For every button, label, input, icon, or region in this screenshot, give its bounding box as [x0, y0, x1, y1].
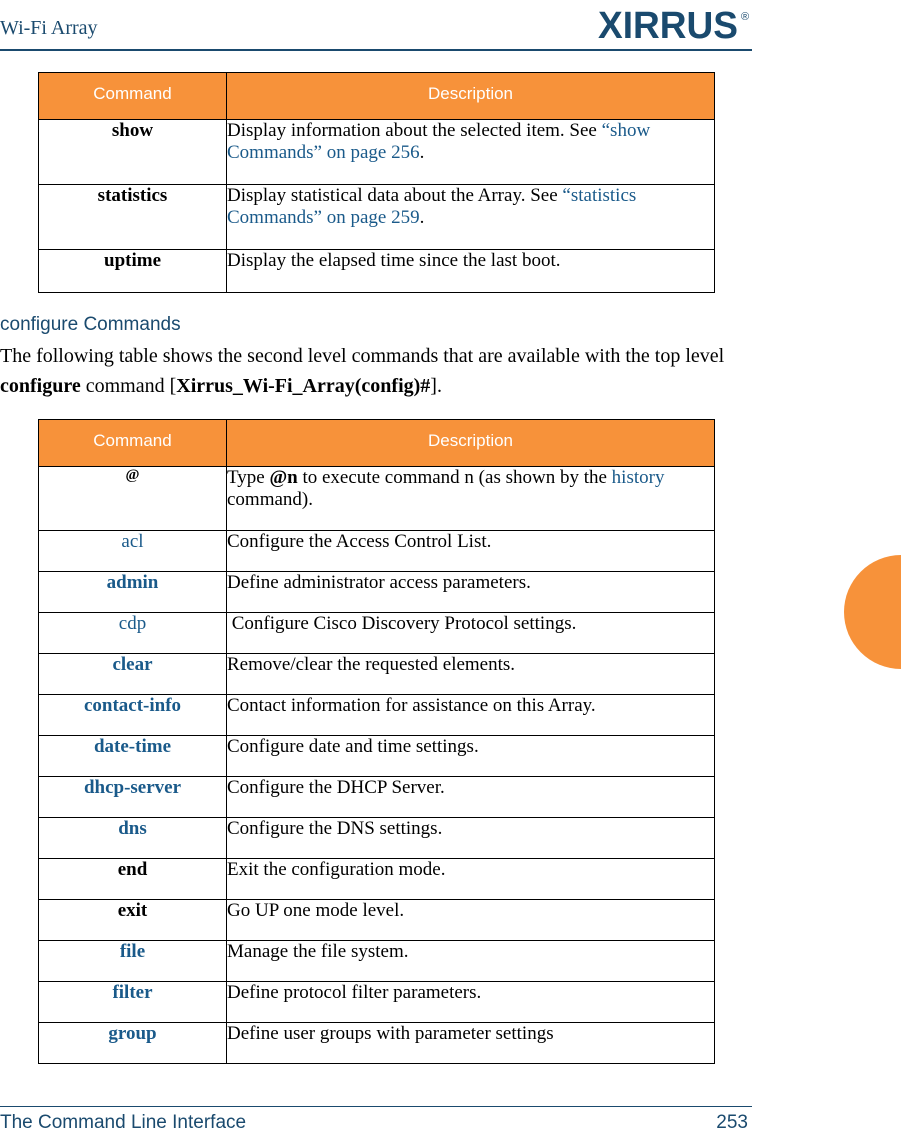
description-cell: Display statistical data about the Array. See “statistics Commands” on page 259. — [227, 185, 715, 250]
command-link-admin[interactable]: admin — [39, 572, 227, 613]
table-header-row — [39, 420, 715, 467]
top-level-commands-table — [38, 72, 715, 293]
command-link-dns[interactable]: dns — [39, 818, 227, 859]
section-heading: configure Commands — [0, 314, 181, 335]
table-row — [39, 859, 715, 900]
description-cell: Remove/clear the requested elements. — [227, 654, 715, 695]
history-link[interactable]: history — [611, 467, 665, 488]
description-cell: Configure the DNS settings. — [227, 818, 715, 859]
chapter-tab-marker — [844, 555, 901, 669]
description-cell: Configure Cisco Discovery Protocol settings. — [227, 613, 715, 654]
description-cell: Display information about the selected item. See “show Commands” on page 256. — [227, 120, 715, 185]
xirrus-logo — [598, 4, 750, 46]
table-row — [39, 250, 715, 293]
description-cell: Type @n to execute command n (as shown by the history command). — [227, 467, 715, 531]
column-header-description: Description — [227, 420, 715, 467]
description-cell: Go UP one mode level. — [227, 900, 715, 941]
table-row — [39, 695, 715, 736]
table-row — [39, 572, 715, 613]
table-row — [39, 818, 715, 859]
command-link-filter[interactable]: filter — [39, 982, 227, 1023]
table-row — [39, 613, 715, 654]
command-link-file[interactable]: file — [39, 941, 227, 982]
table-row — [39, 982, 715, 1023]
column-header-command: Command — [39, 73, 227, 120]
description-cell: Configure the Access Control List. — [227, 531, 715, 572]
command-cell: @ — [39, 467, 227, 531]
description-cell: Exit the configuration mode. — [227, 859, 715, 900]
command-link-clear[interactable]: clear — [39, 654, 227, 695]
description-cell: Display the elapsed time since the last boot. — [227, 250, 715, 293]
command-link-contact-info[interactable]: contact-info — [39, 695, 227, 736]
description-cell: Configure the DHCP Server. — [227, 777, 715, 818]
table-row — [39, 654, 715, 695]
command-link-date-time[interactable]: date-time — [39, 736, 227, 777]
page-number: 253 — [716, 1112, 748, 1133]
table-row — [39, 736, 715, 777]
table-row — [39, 467, 715, 531]
table-row — [39, 777, 715, 818]
footer-section-title: The Command Line Interface — [0, 1112, 247, 1133]
command-link-dhcp-server[interactable]: dhcp-server — [39, 777, 227, 818]
table-row — [39, 120, 715, 185]
description-cell: Configure date and time settings. — [227, 736, 715, 777]
footer-divider — [0, 1106, 752, 1107]
description-cell: Manage the file system. — [227, 941, 715, 982]
command-cell: statistics — [39, 185, 227, 250]
command-link-group[interactable]: group — [39, 1023, 227, 1064]
description-cell: Define administrator access parameters. — [227, 572, 715, 613]
description-cell: Define protocol filter parameters. — [227, 982, 715, 1023]
svg-text:®: ® — [741, 11, 750, 23]
command-cell: end — [39, 859, 227, 900]
table-row — [39, 185, 715, 250]
table-row — [39, 900, 715, 941]
column-header-command: Command — [39, 420, 227, 467]
table-row — [39, 1023, 715, 1064]
table-header-row — [39, 73, 715, 120]
header-divider — [0, 49, 752, 51]
configure-commands-table — [38, 419, 715, 1064]
cross-reference-link[interactable]: “statistics Commands” on page 259 — [227, 185, 637, 228]
command-link-acl[interactable]: acl — [39, 531, 227, 572]
svg-text:XIRRUS: XIRRUS — [598, 5, 738, 46]
description-cell: Define user groups with parameter settings — [227, 1023, 715, 1064]
command-link-cdp[interactable]: cdp — [39, 613, 227, 654]
command-cell: exit — [39, 900, 227, 941]
command-cell: uptime — [39, 250, 227, 293]
column-header-description: Description — [227, 73, 715, 120]
table-row — [39, 941, 715, 982]
header-title: Wi-Fi Array — [0, 17, 98, 39]
section-intro-paragraph: The following table shows the second level commands that are available with the top level configure command [Xirrus_Wi-Fi_Array(config)#]. — [0, 345, 725, 397]
description-cell: Contact information for assistance on this Array. — [227, 695, 715, 736]
command-cell: show — [39, 120, 227, 185]
table-row — [39, 531, 715, 572]
cross-reference-link[interactable]: “show Commands” on page 256 — [227, 120, 651, 163]
